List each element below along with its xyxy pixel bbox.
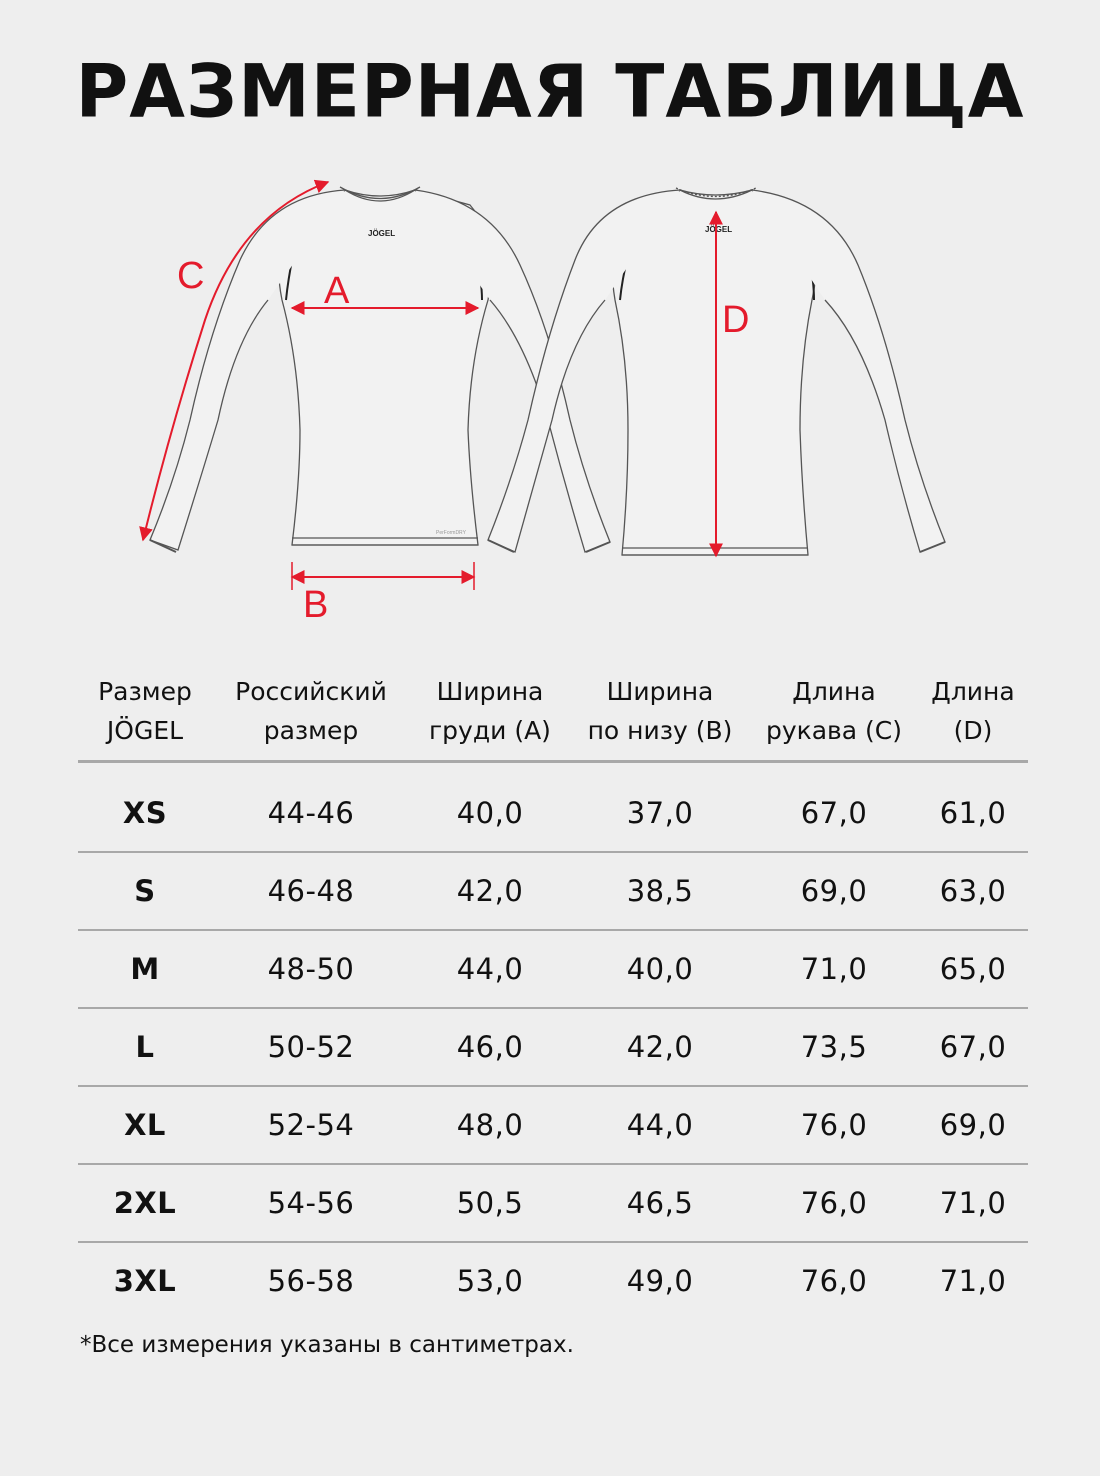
- header-sleeve-length: Длина рукава (C): [765, 677, 903, 745]
- cell-size: S: [134, 874, 156, 908]
- page-title: РАЗМЕРНАЯ ТАБЛИЦА: [75, 48, 1025, 134]
- cell-sleeve: 76,0: [800, 1186, 868, 1220]
- cell-length: 71,0: [939, 1264, 1007, 1298]
- cell-chest: 50,5: [456, 1186, 524, 1220]
- cell-bottom: 40,0: [626, 952, 694, 986]
- cell-size: 3XL: [113, 1264, 177, 1298]
- cell-size: L: [135, 1030, 155, 1064]
- cell-russian-size: 48-50: [267, 952, 355, 986]
- cell-size: XL: [124, 1108, 166, 1142]
- cell-bottom: 49,0: [626, 1264, 694, 1298]
- table-body: [78, 775, 1028, 1319]
- cell-russian-size: 44-46: [267, 796, 355, 830]
- label-d: D: [722, 299, 750, 341]
- front-logo: JÖGEL: [368, 229, 396, 238]
- table-row: [78, 775, 1028, 853]
- cell-bottom: 42,0: [626, 1030, 694, 1064]
- table-row: [78, 853, 1028, 931]
- header-bottom-width: Ширина по низу (B): [587, 677, 733, 745]
- header-chest-width: Ширина груди (A): [429, 677, 551, 745]
- cell-chest: 40,0: [456, 796, 524, 830]
- cell-sleeve: 69,0: [800, 874, 868, 908]
- hem-text: PerFormDRY: [436, 530, 466, 536]
- cell-bottom: 38,5: [626, 874, 694, 908]
- cell-bottom: 44,0: [626, 1108, 694, 1142]
- cell-chest: 42,0: [456, 874, 524, 908]
- cell-length: 67,0: [939, 1030, 1007, 1064]
- cell-sleeve: 76,0: [800, 1264, 868, 1298]
- cell-chest: 53,0: [456, 1264, 524, 1298]
- back-logo: JÖGEL: [705, 225, 733, 234]
- table-row: [78, 1243, 1028, 1319]
- cell-length: 69,0: [939, 1108, 1007, 1142]
- table-row: [78, 1165, 1028, 1243]
- shirt-diagram: [0, 150, 1100, 640]
- cell-bottom: 37,0: [626, 796, 694, 830]
- cell-length: 71,0: [939, 1186, 1007, 1220]
- cell-size: 2XL: [113, 1186, 177, 1220]
- label-b: B: [303, 584, 329, 626]
- cell-size: M: [130, 952, 160, 986]
- cell-length: 65,0: [939, 952, 1007, 986]
- cell-russian-size: 54-56: [267, 1186, 355, 1220]
- cell-bottom: 46,5: [626, 1186, 694, 1220]
- cell-length: 63,0: [939, 874, 1007, 908]
- header-size-jogel: Размер JÖGEL: [98, 677, 192, 745]
- footnote: *Все измерения указаны в сантиметрах.: [80, 1332, 574, 1358]
- header-russian-size: Российский размер: [235, 677, 387, 745]
- cell-sleeve: 76,0: [800, 1108, 868, 1142]
- cell-chest: 46,0: [456, 1030, 524, 1064]
- header-length: Длина (D): [931, 677, 1015, 745]
- cell-russian-size: 46-48: [267, 874, 355, 908]
- label-c: C: [177, 255, 205, 297]
- label-a: A: [324, 270, 350, 312]
- cell-chest: 44,0: [456, 952, 524, 986]
- table-row: [78, 1087, 1028, 1165]
- cell-chest: 48,0: [456, 1108, 524, 1142]
- table-row: [78, 931, 1028, 1009]
- cell-sleeve: 73,5: [800, 1030, 868, 1064]
- cell-length: 61,0: [939, 796, 1007, 830]
- cell-russian-size: 56-58: [267, 1264, 355, 1298]
- cell-sleeve: 71,0: [800, 952, 868, 986]
- table-row: [78, 1009, 1028, 1087]
- cell-size: XS: [122, 796, 168, 830]
- size-table: [78, 672, 1028, 1319]
- cell-russian-size: 50-52: [267, 1030, 355, 1064]
- table-header: [78, 672, 1028, 763]
- cell-russian-size: 52-54: [267, 1108, 355, 1142]
- cell-sleeve: 67,0: [800, 796, 868, 830]
